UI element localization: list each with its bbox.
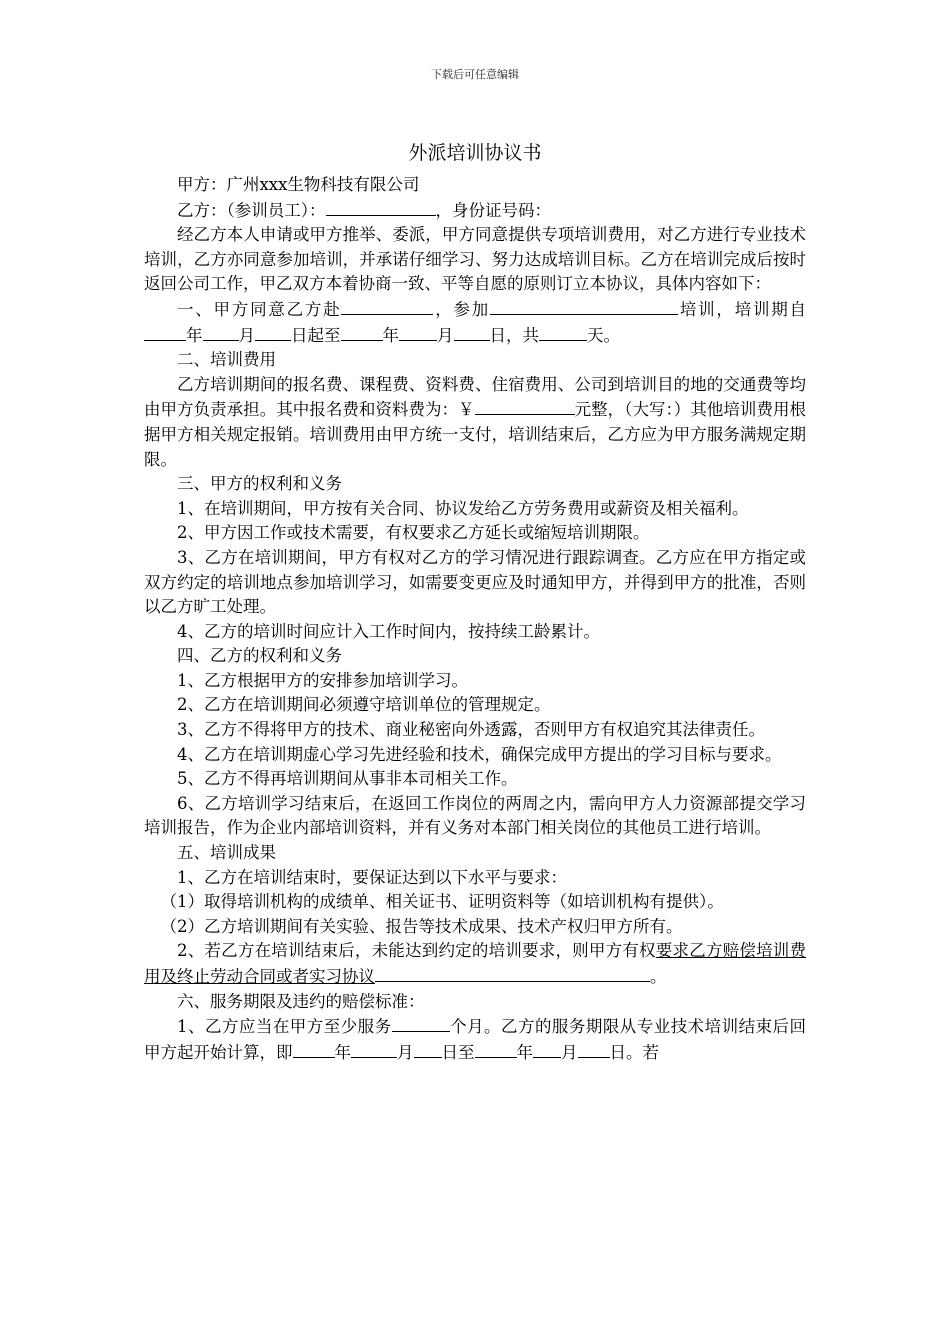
s3-item: 4、乙方的培训时间应计入工作时间内，按持续工龄累计。 — [177, 621, 600, 641]
s4-item: 3、乙方不得将甲方的技术、商业秘密向外透露，否则甲方有权追究其法律责任。 — [177, 720, 765, 740]
blank-service-months[interactable] — [392, 1014, 450, 1032]
blank-employee[interactable] — [326, 198, 436, 216]
blank-service-end-month[interactable] — [533, 1040, 561, 1058]
underlined-clause: 要求乙方赔偿培训费用及终止劳动合同或者实习协议 — [144, 941, 807, 986]
s5-item-1: 1、乙方在培训结束时，要保证达到以下水平与要求： — [177, 867, 567, 887]
s3-item: 2、甲方因工作或技术需要，有权要求乙方延长或缩短培训期限。 — [177, 523, 650, 543]
s4-item: 2、乙方在培训期间必须遵守培训单位的管理规定。 — [177, 695, 551, 715]
section-2-title: 二、培训费用 — [177, 350, 276, 370]
blank-end-day[interactable] — [454, 323, 490, 341]
blank-fee-amount[interactable] — [475, 397, 575, 415]
page-header: 下载后可任意编辑 — [431, 68, 519, 81]
blank-service-start-day[interactable] — [414, 1040, 442, 1058]
section-3-title: 三、甲方的权利和义务 — [177, 474, 342, 494]
s3-item: 3、乙方在培训期间，甲方有权对乙方的学习情况进行跟踪调查。乙方应在甲方指定或双方约定的培训地点参加培训学习，如需要变更应及时通知甲方，并得到甲方的批准，否则以乙方旷工处理。 — [144, 547, 806, 617]
s5-sub-item: （1）取得培训机构的成绩单、相关证书、证明资料等（如培训机构有提供）。 — [160, 892, 724, 912]
blank-destination[interactable] — [341, 297, 433, 315]
s6-item-1: 1、乙方应当在甲方至少服务 个月。乙方的服务期限从专业技术培训结束后回甲方起开始计算，即 年 月 日至 年 月 日。若 — [144, 1014, 806, 1065]
s4-item: 1、乙方根据甲方的安排参加培训学习。 — [177, 670, 468, 690]
document-body — [144, 173, 806, 1065]
document-title: 外派培训协议书 — [408, 142, 542, 164]
s4-item: 6、乙方培训学习结束后，在返回工作岗位的两周之内，需向甲方人力资源部提交学习培训报告，作为企业内部培训资料，并有义务对本部门相关岗位的其他员工进行培训。 — [144, 793, 806, 838]
blank-service-start-year[interactable] — [293, 1040, 335, 1058]
s4-item: 5、乙方不得再培训期间从事非本司相关工作。 — [177, 769, 518, 789]
blank-total-days[interactable] — [539, 323, 587, 341]
blank-end-month[interactable] — [399, 323, 437, 341]
blank-start-day[interactable] — [255, 323, 291, 341]
blank-service-end-year[interactable] — [475, 1040, 517, 1058]
blank-training-name[interactable] — [490, 297, 678, 315]
intro-paragraph: 经乙方本人申请或甲方推举、委派，甲方同意提供专项培训费用，对乙方进行专业技术培训，乙方亦同意参加培训，并承诺仔细学习、努力达成培训目标。乙方在培训完成后按时返回公司工作，甲乙双方本着协商一致、平等自愿的原则订立本协议，具体内容如下： — [144, 225, 806, 294]
blank-service-start-month[interactable] — [351, 1040, 397, 1058]
blank-service-end-day[interactable] — [578, 1040, 610, 1058]
s5-sub-item: （2）乙方培训期间有关实验、报告等技术成果、技术产权归甲方所有。 — [160, 916, 683, 936]
blank-end-year[interactable] — [341, 323, 383, 341]
section-5-title: 五、培训成果 — [177, 843, 276, 863]
s5-item-2: 2、若乙方在培训结束后，未能达到约定的培训要求，则甲方有权要求乙方赔偿培训费用及终止劳动合同或者实习协议 。 — [144, 941, 807, 986]
s4-item: 4、乙方在培训期虚心学习先进经验和技术，确保完成甲方提出的学习目标与要求。 — [177, 744, 782, 764]
blank-clause-extra[interactable] — [375, 964, 650, 982]
section-4-title: 四、乙方的权利和义务 — [177, 646, 342, 666]
blank-start-year[interactable] — [144, 323, 186, 341]
party-b: 乙方：（参训员工）： ，身份证号码： — [144, 198, 806, 224]
section-2-text: 乙方培训期间的报名费、课程费、资料费、住宿费用、公司到培训目的地的交通费等均由甲方负责承担。其中报名费和资料费为：￥ 元整，（大写：）其他培训费用根据甲方相关规定报销。培训费用由甲方统一支付，培训结束后，乙方应为甲方服务满规定期限。 — [144, 374, 807, 469]
section-6-title: 六、服务期限及违约的赔偿标准： — [177, 991, 425, 1011]
party-a: 甲方：广州xxx生物科技有限公司 — [177, 175, 420, 194]
s3-item: 1、在培训期间，甲方按有关合同、协议发给乙方劳务费用或薪资及相关福利。 — [177, 498, 749, 518]
blank-start-month[interactable] — [203, 323, 239, 341]
section-1: 一、甲方同意乙方赴 ，参加 培训，培训期自年 月 日起至 年 月 日，共 天。 — [144, 297, 806, 348]
